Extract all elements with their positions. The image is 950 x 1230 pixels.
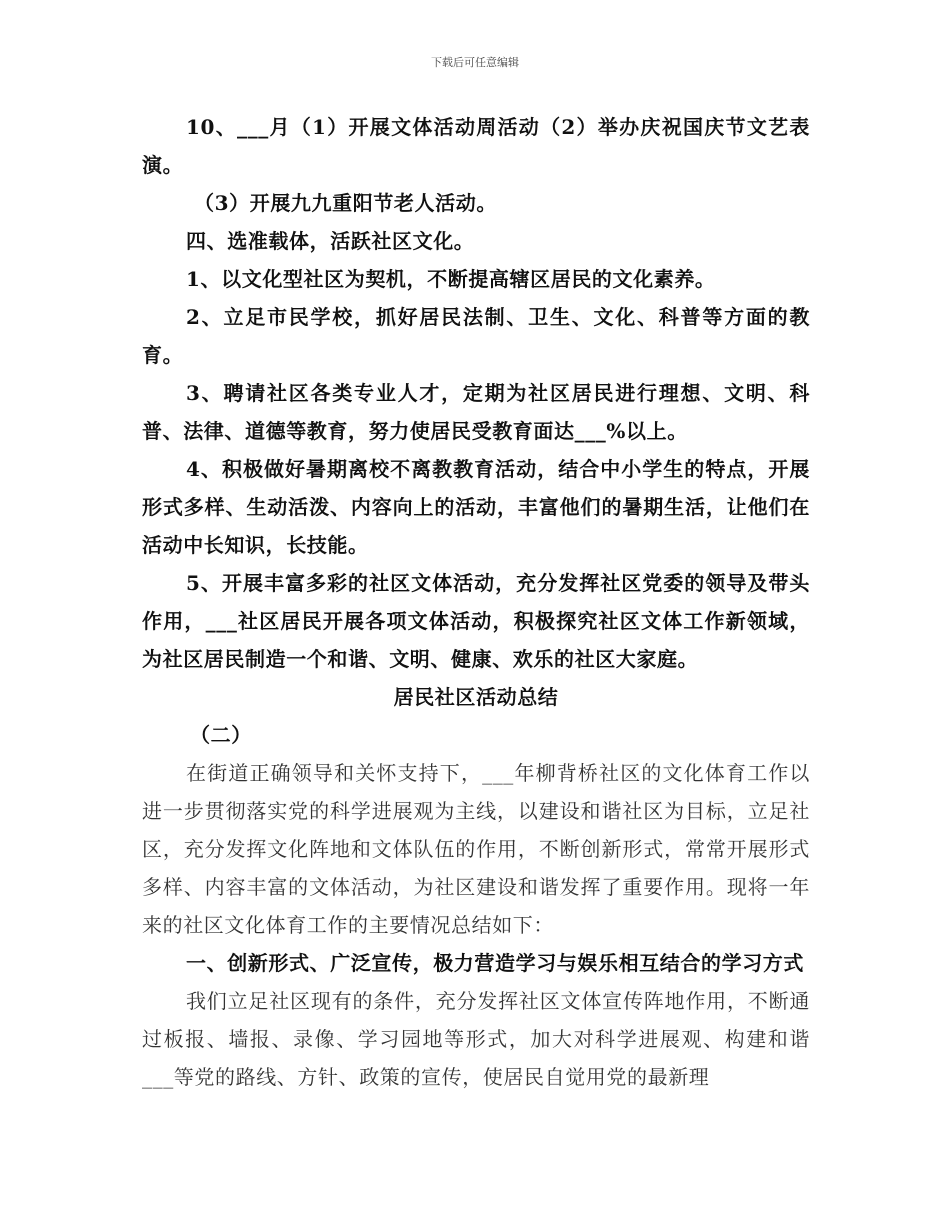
body-paragraph: 我们立足社区现有的条件，充分发挥社区文体宣传阵地作用，不断通过板报、墙报、录像、学习园地等形式，加大对科学进展观、构建和谐___等党的路线、方针、政策的宣传，使居民自觉用党的最新理 bbox=[142, 989, 810, 1089]
section-heading-4: 四、选准载体，活跃社区文化。 bbox=[186, 229, 475, 253]
paragraph-item-10-3: （3）开展九九重阳节老人活动。 bbox=[194, 191, 497, 215]
paragraph-item-3: 3、聘请社区各类专业人才，定期为社区居民进行理想、文明、科普、法律、道德等教育，努力使居民受教育面达___%以上。 bbox=[142, 381, 810, 443]
intro-paragraph: 在街道正确领导和关怀支持下，___年柳背桥社区的文化体育工作以进一步贯彻落实党的科学进展观为主线，以建设和谐社区为目标，立足社区，充分发挥文化阵地和文体队伍的作用，不断创新形式，常常开展形式多样、内容丰富的文体活动，为社区建设和谐发挥了重要作用。现将一年来的社区文化体育工作的主要情况总结如下： bbox=[142, 761, 810, 937]
paragraph-item-2: 2、立足市民学校，抓好居民法制、卫生、文化、科普等方面的教育。 bbox=[142, 305, 810, 367]
paragraph-item-10: 10、___月（1）开展文体活动周活动（2）举办庆祝国庆节文艺表演。 bbox=[142, 115, 810, 177]
paragraph-item-1: 1、以文化型社区为契机，不断提高辖区居民的文化素养。 bbox=[186, 267, 716, 291]
paragraph-item-5: 5、开展丰富多彩的社区文体活动，充分发挥社区党委的领导及带头作用，___社区居民开展各项文体活动，积极探究社区文体工作新领域，为社区居民制造一个和谐、文明、健康、欢乐的社区大家庭。 bbox=[142, 571, 810, 671]
page-header: 下载后可任意编辑 bbox=[431, 56, 519, 69]
paragraph-item-4: 4、积极做好暑期离校不离教教育活动，结合中小学生的特点，开展形式多样、生动活泼、内容向上的活动，丰富他们的暑期生活，让他们在活动中长知识，长技能。 bbox=[142, 457, 810, 557]
document-subtitle: （二） bbox=[190, 723, 252, 747]
document-body bbox=[142, 108, 810, 1096]
section-heading-1: 一、创新形式、广泛宣传，极力营造学习与娱乐相互结合的学习方式 bbox=[186, 951, 804, 975]
document-title: 居民社区活动总结 bbox=[393, 685, 559, 709]
